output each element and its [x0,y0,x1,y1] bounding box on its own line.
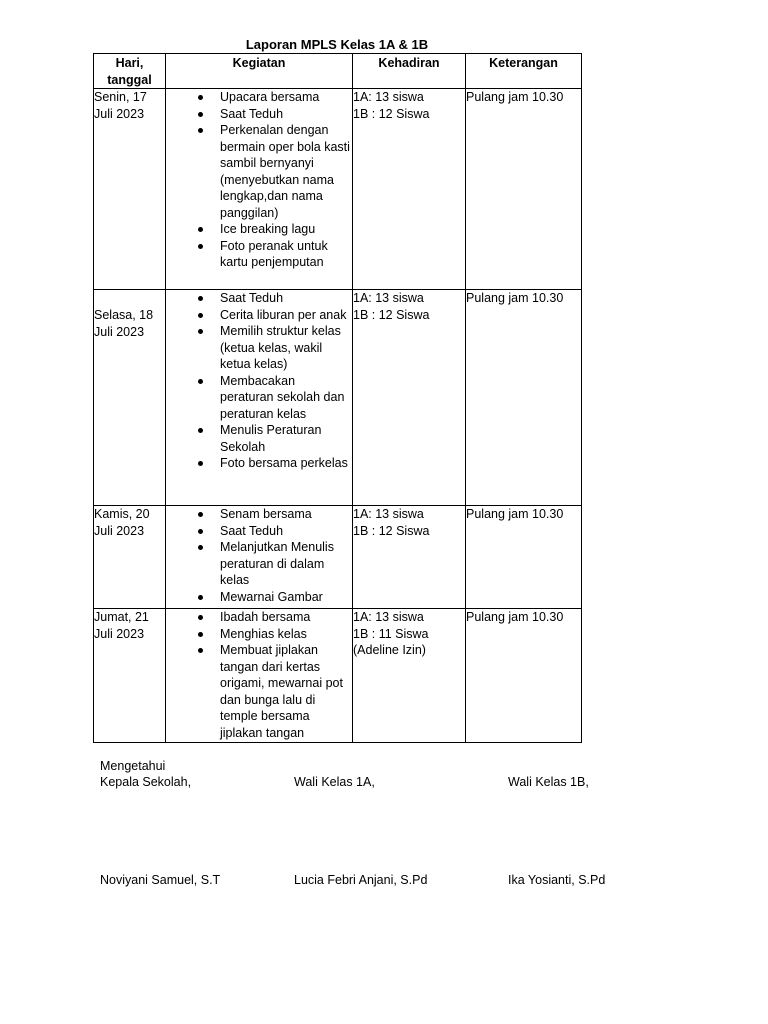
day-cell [94,609,166,743]
bullet-icon [198,545,203,550]
list-item: Menulis Peraturan Sekolah [166,422,352,455]
attendance-1b: 1B : 12 Siswa [353,523,430,538]
bullet-icon [198,512,203,517]
attendance-1a: 1A: 13 siswa [353,610,424,624]
bullet-icon [198,329,203,334]
list-item: Memilih struktur kelas (ketua kelas, wakil ketua kelas) [166,323,352,373]
attendance-1a: 1A: 13 siswa [353,90,424,104]
attendance-cell [353,290,466,506]
header-note: Keterangan [466,54,582,89]
bullet-icon [198,95,203,100]
principal-name: Noviyani Samuel, S.T [100,873,221,887]
day-name: Kamis, 20 [94,507,150,521]
note-cell: Pulang jam 10.30 [466,290,582,506]
list-item: Perkenalan dengan bermain oper bola kasti sambil bernyanyi (menyebutkan nama lengkap,dan nama panggilan) [166,122,352,221]
day-name: Jumat, 21 [94,610,149,624]
list-item: Saat Teduh [166,523,352,540]
activities-cell [166,290,353,506]
day-date: Juli 2023 [94,626,145,641]
principal-role: Kepala Sekolah, [100,775,192,789]
document-title: Laporan MPLS Kelas 1A & 1B [245,37,429,52]
list-item: Senam bersama [166,506,352,523]
table-row [94,290,582,506]
attendance-cell [353,89,466,290]
day-date: Juli 2023 [94,324,145,339]
bullet-icon [198,615,203,620]
bullet-icon [198,428,203,433]
table-row [94,89,582,290]
list-item: Saat Teduh [166,290,352,307]
list-item: Menghias kelas [166,626,352,643]
list-item: Upacara bersama [166,89,352,106]
table-row [94,506,582,609]
bullet-icon [198,648,203,653]
day-cell [94,506,166,609]
day-cell [94,290,166,506]
list-item: Membuat jiplakan tangan dari kertas origami, mewarnai pot dan bunga lalu di temple bersama jiplakan tangan [166,642,352,741]
acknowledge-label: Mengetahui [100,759,166,773]
bullet-icon [198,461,203,466]
activities-cell [166,89,353,290]
header-day: Hari, tanggal [94,54,166,89]
day-date: Juli 2023 [94,523,145,538]
attendance-cell [353,609,466,743]
attendance-1b: 1B : 11 Siswa [353,626,429,641]
list-item: Melanjutkan Menulis peraturan di dalam kelas [166,539,352,589]
attendance-1a: 1A: 13 siswa [353,291,424,305]
note-cell: Pulang jam 10.30 [466,506,582,609]
note-cell: Pulang jam 10.30 [466,89,582,290]
attendance-1b: 1B : 12 Siswa [353,106,430,121]
note-cell: Pulang jam 10.30 [466,609,582,743]
table-row [94,609,582,743]
list-item: Foto peranak untuk kartu penjemputan [166,238,352,271]
teacher-1b-role: Wali Kelas 1B, [508,775,589,789]
attendance-1a: 1A: 13 siswa [353,507,424,521]
bullet-icon [198,128,203,133]
day-name: Selasa, 18 [94,308,154,322]
bullet-icon [198,296,203,301]
header-activities: Kegiatan [166,54,353,89]
bullet-icon [198,227,203,232]
teacher-1b-name: Ika Yosianti, S.Pd [508,873,606,887]
report-table [93,53,582,743]
list-item: Ibadah bersama [166,609,352,626]
attendance-1b: 1B : 12 Siswa [353,307,430,322]
list-item: Membacakan peraturan sekolah dan peraturan kelas [166,373,352,423]
list-item: Saat Teduh [166,106,352,123]
teacher-1a-role: Wali Kelas 1A, [294,775,375,789]
bullet-icon [198,112,203,117]
list-item: Cerita liburan per anak [166,307,352,324]
attendance-note: (Adeline Izin) [353,643,426,657]
bullet-icon [198,379,203,384]
table-header-row [94,54,582,89]
teacher-1a-name: Lucia Febri Anjani, S.Pd [294,873,428,887]
activities-cell [166,506,353,609]
day-cell [94,89,166,290]
bullet-icon [198,595,203,600]
header-attendance: Kehadiran [353,54,466,89]
list-item: Mewarnai Gambar [166,589,352,606]
bullet-icon [198,313,203,318]
bullet-icon [198,632,203,637]
attendance-cell [353,506,466,609]
activities-cell [166,609,353,743]
bullet-icon [198,244,203,249]
day-date: Juli 2023 [94,106,145,121]
list-item: Foto bersama perkelas [166,455,352,472]
list-item: Ice breaking lagu [166,221,352,238]
bullet-icon [198,529,203,534]
day-name: Senin, 17 [94,90,147,104]
